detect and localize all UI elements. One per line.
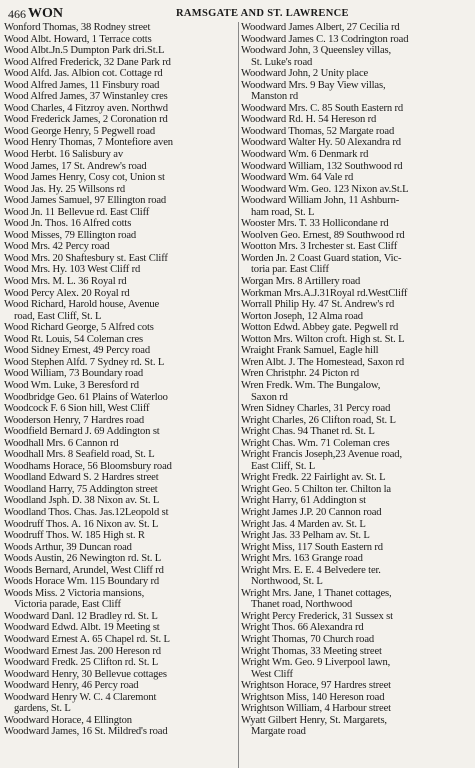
directory-entry	[4, 91, 234, 103]
directory-entry	[4, 288, 234, 300]
directory-entry	[4, 507, 234, 519]
directory-entry	[241, 403, 471, 415]
directory-entry	[4, 472, 234, 484]
directory-entry	[241, 553, 471, 565]
directory-entry	[241, 241, 471, 253]
entry-line: Woodland Thos. Chas. Jas.12Leopold st	[4, 506, 169, 518]
directory-entry	[241, 657, 471, 680]
section-title: RAMSGATE AND ST. LAWRENCE	[176, 8, 349, 19]
right-column	[238, 22, 471, 768]
entry-line: Wood Albt.Jn.5 Dumpton Park dri.St.L	[4, 45, 165, 57]
directory-entry	[241, 230, 471, 242]
directory-entry	[241, 311, 471, 323]
entry-line: Woodward Rd. H. 54 Hereson rd	[241, 114, 377, 126]
directory-entry	[4, 207, 234, 219]
entry-line: Woodward Henry, 30 Bellevue cottages	[4, 668, 167, 680]
entry-line: Wright Chas. Wm. 71 Coleman cres	[241, 437, 390, 449]
directory-entry	[241, 195, 471, 218]
entry-line: Woodward James C. 13 Codrington road	[241, 33, 409, 45]
entry-line: Wrightson Horace, 97 Hardres street	[241, 680, 391, 692]
directory-entry	[4, 426, 234, 438]
directory-entry	[241, 368, 471, 380]
directory-entry	[241, 288, 471, 300]
directory-entry	[241, 622, 471, 634]
directory-entry	[4, 646, 234, 658]
entry-line: Wood Mrs. 20 Shaftesbury st. East Cliff	[4, 252, 168, 264]
entry-line: Wood Stephen Alfd. 7 Sydney rd. St. L	[4, 356, 165, 368]
directory-entry	[4, 195, 234, 207]
entry-continuation: road, East Cliff, St. L	[14, 310, 102, 322]
directory-entry	[4, 299, 234, 322]
entry-continuation: toria par. East Cliff	[251, 264, 329, 276]
entry-line: Wood James Henry, Cosy cot, Union st	[4, 172, 165, 184]
directory-entry	[4, 726, 234, 738]
entry-continuation: Margate road	[251, 726, 306, 738]
entry-line: Wright Geo. 5 Chilton ter. Chilton la	[241, 483, 391, 495]
directory-entry	[4, 34, 234, 46]
directory-entry	[241, 334, 471, 346]
entry-line: Wright Percy Frederick, 31 Sussex st	[241, 610, 393, 622]
entry-line: Wood James Samuel, 97 Ellington road	[4, 195, 167, 207]
directory-entry	[4, 553, 234, 565]
entry-line: Wright Mrs. 163 Grange road	[241, 553, 363, 565]
entry-line: Wood Alfd. Jas. Albion cot. Cottage rd	[4, 68, 163, 80]
directory-entry	[4, 588, 234, 611]
entry-line: Wren Sidney Charles, 31 Percy road	[241, 403, 391, 415]
entry-line: Woodland Edward S. 2 Hardres street	[4, 472, 159, 484]
directory-entry	[4, 126, 234, 138]
directory-entry	[241, 161, 471, 173]
directory-entry	[4, 241, 234, 253]
directory-entry	[241, 588, 471, 611]
directory-entry	[4, 669, 234, 681]
directory-entry	[4, 565, 234, 577]
directory-entry	[4, 57, 234, 69]
entry-line: Wood Henry Thomas, 7 Montefiore aven	[4, 137, 173, 149]
entry-continuation: Thanet road, Northwood	[251, 599, 353, 611]
entry-line: Woodward James Albert, 27 Cecilia rd	[241, 22, 400, 33]
entry-line: Woodward Ernest Jas. 200 Hereson rd	[4, 645, 161, 657]
entry-line: Wright Thos. 66 Alexandra rd	[241, 622, 364, 634]
entry-line: Wood Mrs. M. L. 36 Royal rd	[4, 276, 127, 288]
entry-line: Woodward Mrs. C. 85 South Eastern rd	[241, 102, 404, 114]
directory-entry	[4, 495, 234, 507]
directory-entry	[241, 276, 471, 288]
directory-entry	[4, 80, 234, 92]
entry-line: Woods Austin, 26 Newington rd. St. L	[4, 553, 162, 565]
entry-line: Wonford Thomas, 38 Rodney street	[4, 22, 151, 33]
entry-line: Wrightson Miss, 140 Hereson road	[241, 691, 385, 703]
directory-entry	[241, 426, 471, 438]
entry-line: Woodward William John, 11 Ashburn-	[241, 195, 400, 207]
entry-line: Wright Jas. 33 Pelham av. St. L	[241, 530, 370, 542]
directory-entry	[4, 484, 234, 496]
entry-line: Wrightson William, 4 Harbour street	[241, 703, 391, 715]
directory-entry	[4, 438, 234, 450]
page-number: 466	[8, 7, 26, 21]
directory-entry	[241, 495, 471, 507]
directory-entry	[241, 299, 471, 311]
entry-line: Wood Rt. Louis, 54 Coleman cres	[4, 333, 143, 345]
entry-line: Wright Mrs. E. E. 4 Belvedere ter.	[241, 564, 381, 576]
entry-line: Wotton Mrs. Wilton croft. High st. St. L	[241, 333, 405, 345]
entry-line: Wood Percy Alex. 20 Royal rd	[4, 287, 130, 299]
page-header	[6, 6, 469, 22]
directory-entry	[241, 634, 471, 646]
entry-continuation: Saxon rd	[251, 391, 288, 403]
entry-line: Wood Jas. Hy. 25 Willsons rd	[4, 183, 126, 195]
directory-entry	[241, 542, 471, 554]
entry-line: Wright James J.P. 20 Cannon road	[241, 506, 382, 518]
directory-entry	[241, 519, 471, 531]
entry-line: Wren Albt. J. The Homestead, Saxon rd	[241, 356, 405, 368]
entry-line: Woodward Wm. 64 Vale rd	[241, 172, 354, 184]
entry-line: Woodhams Horace, 56 Bloomsbury road	[4, 460, 172, 472]
directory-entry	[4, 392, 234, 404]
directory-entry	[4, 45, 234, 57]
left-column	[4, 22, 234, 768]
directory-entry	[241, 415, 471, 427]
directory-entry	[241, 114, 471, 126]
directory-entry	[4, 264, 234, 276]
entry-line: Wraight Frank Samuel, Eagle hill	[241, 345, 379, 357]
directory-entry	[4, 103, 234, 115]
directory-entry	[241, 218, 471, 230]
directory-entry	[241, 484, 471, 496]
entry-line: Woolven Geo. Ernest, 89 Southwood rd	[241, 229, 405, 241]
directory-entry	[241, 34, 471, 46]
directory-entry	[4, 415, 234, 427]
entry-line: Woods Miss. 2 Victoria mansions,	[4, 587, 145, 599]
entry-line: Wright Chas. 94 Thanet rd. St. L	[241, 426, 375, 438]
directory-entry	[4, 218, 234, 230]
entry-continuation: Victoria parade, East Cliff	[14, 599, 121, 611]
entry-line: Woodruff Thos. A. 16 Nixon av. St. L	[4, 518, 159, 530]
entry-line: Wren Fredk. Wm. The Bungalow,	[241, 379, 381, 391]
entry-line: Wren Christphr. 24 Picton rd	[241, 368, 360, 380]
entry-line: Woodward Edwd. Albt. 19 Meeting st	[4, 622, 160, 634]
directory-entry	[4, 403, 234, 415]
entry-line: Wood Sidney Ernest, 49 Percy road	[4, 345, 151, 357]
directory-entry	[4, 172, 234, 184]
entry-line: Woodward Danl. 12 Bradley rd. St. L	[4, 610, 158, 622]
directory-entry	[4, 530, 234, 542]
entry-continuation: Northwood, St. L	[251, 576, 323, 588]
entry-line: Woodward Wm. Geo. 123 Nixon av.St.L	[241, 183, 409, 195]
directory-entry	[4, 230, 234, 242]
directory-entry	[4, 622, 234, 634]
entry-continuation: gardens, St. L	[14, 703, 71, 715]
directory-entry	[4, 634, 234, 646]
entry-line: Woodward Walter Hy. 50 Alexandra rd	[241, 137, 401, 149]
entry-line: Woods Horace Wm. 115 Boundary rd	[4, 576, 159, 588]
entry-line: Woodward Mrs. 9 Bay View villas,	[241, 79, 386, 91]
directory-entry	[241, 611, 471, 623]
directory-entry	[241, 680, 471, 692]
entry-line: Wood Mrs. 42 Percy road	[4, 241, 110, 253]
entry-line: Woods Bernard, Arundel, West Cliff rd	[4, 564, 164, 576]
directory-entry	[4, 368, 234, 380]
directory-entry	[241, 45, 471, 68]
entry-line: Woodward William, 132 Southwood rd	[241, 160, 403, 172]
directory-entry	[241, 357, 471, 369]
entry-line: Worgan Mrs. 8 Artillery road	[241, 276, 361, 288]
entry-line: Wood Alfred James, 37 Winstanley cres	[4, 91, 168, 103]
entry-line: Worrall Philip Hy. 47 St. Andrew's rd	[241, 299, 395, 311]
running-head: WON	[28, 6, 63, 21]
directory-entry	[4, 114, 234, 126]
entry-line: Woodward James, 16 St. Mildred's road	[4, 726, 168, 738]
directory-entry	[241, 380, 471, 403]
directory-entry	[241, 565, 471, 588]
entry-line: Wood Frederick James, 2 Coronation rd	[4, 114, 168, 126]
directory-entry	[4, 657, 234, 669]
entry-line: Woodfield Bernard J. 69 Addington st	[4, 426, 160, 438]
entry-line: Woodward John, 3 Queensley villas,	[241, 45, 391, 57]
entry-line: Wright Harry, 61 Addington st	[241, 495, 366, 507]
entry-line: Wood William, 73 Boundary road	[4, 368, 144, 380]
directory-entry	[241, 715, 471, 738]
entry-line: Woodland Harry, 75 Addington street	[4, 483, 158, 495]
directory-entry	[241, 438, 471, 450]
entry-line: Wright Jas. 4 Marden av. St. L	[241, 518, 366, 530]
directory-entry	[4, 68, 234, 80]
directory-entry	[4, 322, 234, 334]
entry-line: Wood Herbt. 16 Salisbury av	[4, 149, 123, 161]
directory-entry	[4, 334, 234, 346]
directory-entry	[4, 542, 234, 554]
directory-entry	[4, 576, 234, 588]
entry-line: Wood Wm. Luke, 3 Beresford rd	[4, 379, 139, 391]
entry-line: Wood Jn. 11 Bellevue rd. East Cliff	[4, 206, 150, 218]
directory-entry	[241, 692, 471, 704]
entry-line: Woodland Jsph. D. 38 Nixon av. St. L	[4, 495, 160, 507]
entry-line: Woodward Thomas, 52 Margate road	[241, 125, 395, 137]
entry-line: Wright Miss, 117 South Eastern rd	[241, 541, 383, 553]
entry-line: Wood Alfred Frederick, 32 Dane Park rd	[4, 56, 171, 68]
directory-entry	[241, 345, 471, 357]
directory-entry	[4, 137, 234, 149]
entry-continuation: West Cliff	[251, 668, 293, 680]
entry-line: Wood Charles, 4 Fitzroy aven. Northwd	[4, 102, 168, 114]
entry-line: Wood Albt. Howard, 1 Terrace cotts	[4, 33, 152, 45]
directory-entry	[241, 137, 471, 149]
entry-continuation: ham road, St. L	[251, 206, 315, 218]
directory-entry	[241, 507, 471, 519]
entry-line: Wood Richard, Harold house, Avenue	[4, 299, 160, 311]
directory-entry	[4, 276, 234, 288]
entry-line: Wright Fredk. 22 Fairlight av. St. L	[241, 472, 386, 484]
directory-entry	[241, 80, 471, 103]
entry-line: Wotton Edwd. Abbey gate. Pegwell rd	[241, 322, 399, 334]
entry-line: Worden Jn. 2 Coast Guard station, Vic-	[241, 252, 402, 264]
entry-continuation: East Cliff, St. L	[251, 460, 316, 472]
directory-entry	[4, 253, 234, 265]
directory-entry	[4, 22, 234, 34]
entry-line: Wright Thomas, 70 Church road	[241, 633, 375, 645]
entry-line: Wright Francis Joseph,23 Avenue road,	[241, 449, 402, 461]
directory-entry	[4, 715, 234, 727]
directory-entry	[241, 103, 471, 115]
directory-entry	[241, 703, 471, 715]
directory-entry	[4, 692, 234, 715]
directory-entry	[4, 184, 234, 196]
entry-continuation: St. Luke's road	[251, 56, 313, 68]
directory-entry	[4, 680, 234, 692]
directory-entry	[241, 646, 471, 658]
directory-entry	[4, 149, 234, 161]
entry-line: Woodward Henry, 46 Percy road	[4, 680, 139, 692]
entry-line: Woodcock F. 6 Sion hill, West Cliff	[4, 403, 150, 415]
directory-entry	[4, 461, 234, 473]
entry-line: Wright Wm. Geo. 9 Liverpool lawn,	[241, 657, 391, 669]
directory-entry	[4, 345, 234, 357]
entry-line: Woodward Henry W. C. 4 Claremont	[4, 691, 157, 703]
entry-line: Woodhall Mrs. 8 Seafield road, St. L	[4, 449, 155, 461]
entry-line: Wootton Mrs. 3 Irchester st. East Cliff	[241, 241, 398, 253]
entry-line: Wood James, 17 St. Andrew's road	[4, 160, 147, 172]
entry-line: Wright Charles, 26 Clifton road, St. L	[241, 414, 396, 426]
entry-line: Wood Jn. Thos. 16 Alfred cotts	[4, 218, 132, 230]
entry-line: Woodhall Mrs. 6 Cannon rd	[4, 437, 119, 449]
entry-line: Wright Mrs. Jane, 1 Thanet cottages,	[241, 587, 392, 599]
entry-line: Wood George Henry, 5 Pegwell road	[4, 125, 156, 137]
entry-line: Wood Richard George, 5 Alfred cots	[4, 322, 154, 334]
directory-entry	[241, 322, 471, 334]
directory-columns	[4, 22, 470, 768]
entry-line: Wooderson Henry, 7 Hardres road	[4, 414, 145, 426]
entry-line: Woodward Horace, 4 Ellington	[4, 714, 132, 726]
entry-line: Wood Mrs. Hy. 103 West Cliff rd	[4, 264, 141, 276]
directory-entry	[4, 449, 234, 461]
directory-entry	[241, 172, 471, 184]
entry-line: Woodward Ernest A. 65 Chapel rd. St. L	[4, 633, 170, 645]
directory-entry	[4, 519, 234, 531]
directory-entry	[241, 253, 471, 276]
entry-line: Wood Alfred James, 11 Finsbury road	[4, 79, 160, 91]
entry-line: Woods Arthur, 39 Duncan road	[4, 541, 132, 553]
entry-line: Wright Thomas, 33 Meeting street	[241, 645, 382, 657]
directory-entry	[241, 472, 471, 484]
entry-line: Wood Misses, 79 Ellington road	[4, 229, 137, 241]
directory-entry	[4, 380, 234, 392]
directory-entry	[241, 149, 471, 161]
directory-entry	[4, 357, 234, 369]
entry-line: Woodbridge Geo. 61 Plains of Waterloo	[4, 391, 168, 403]
directory-entry	[4, 161, 234, 173]
entry-line: Wyatt Gilbert Henry, St. Margarets,	[241, 714, 387, 726]
entry-line: Woodward Fredk. 25 Clifton rd. St. L	[4, 657, 159, 669]
entry-line: Workman Mrs.A.J.31Royal rd.WestCliff	[241, 287, 408, 299]
directory-entry	[241, 530, 471, 542]
entry-line: Worton Joseph, 12 Alma road	[241, 310, 363, 322]
entry-line: Wooster Mrs. T. 33 Hollicondane rd	[241, 218, 389, 230]
directory-entry	[241, 126, 471, 138]
entry-line: Woodward John, 2 Unity place	[241, 68, 369, 80]
directory-entry	[241, 184, 471, 196]
directory-entry	[4, 611, 234, 623]
entry-line: Woodruff Thos. W. 185 High st. R	[4, 530, 145, 542]
entry-line: Woodward Wm. 6 Denmark rd	[241, 149, 369, 161]
entry-continuation: Manston rd	[251, 91, 299, 103]
directory-entry	[241, 449, 471, 472]
directory-entry	[241, 68, 471, 80]
directory-entry	[241, 22, 471, 34]
